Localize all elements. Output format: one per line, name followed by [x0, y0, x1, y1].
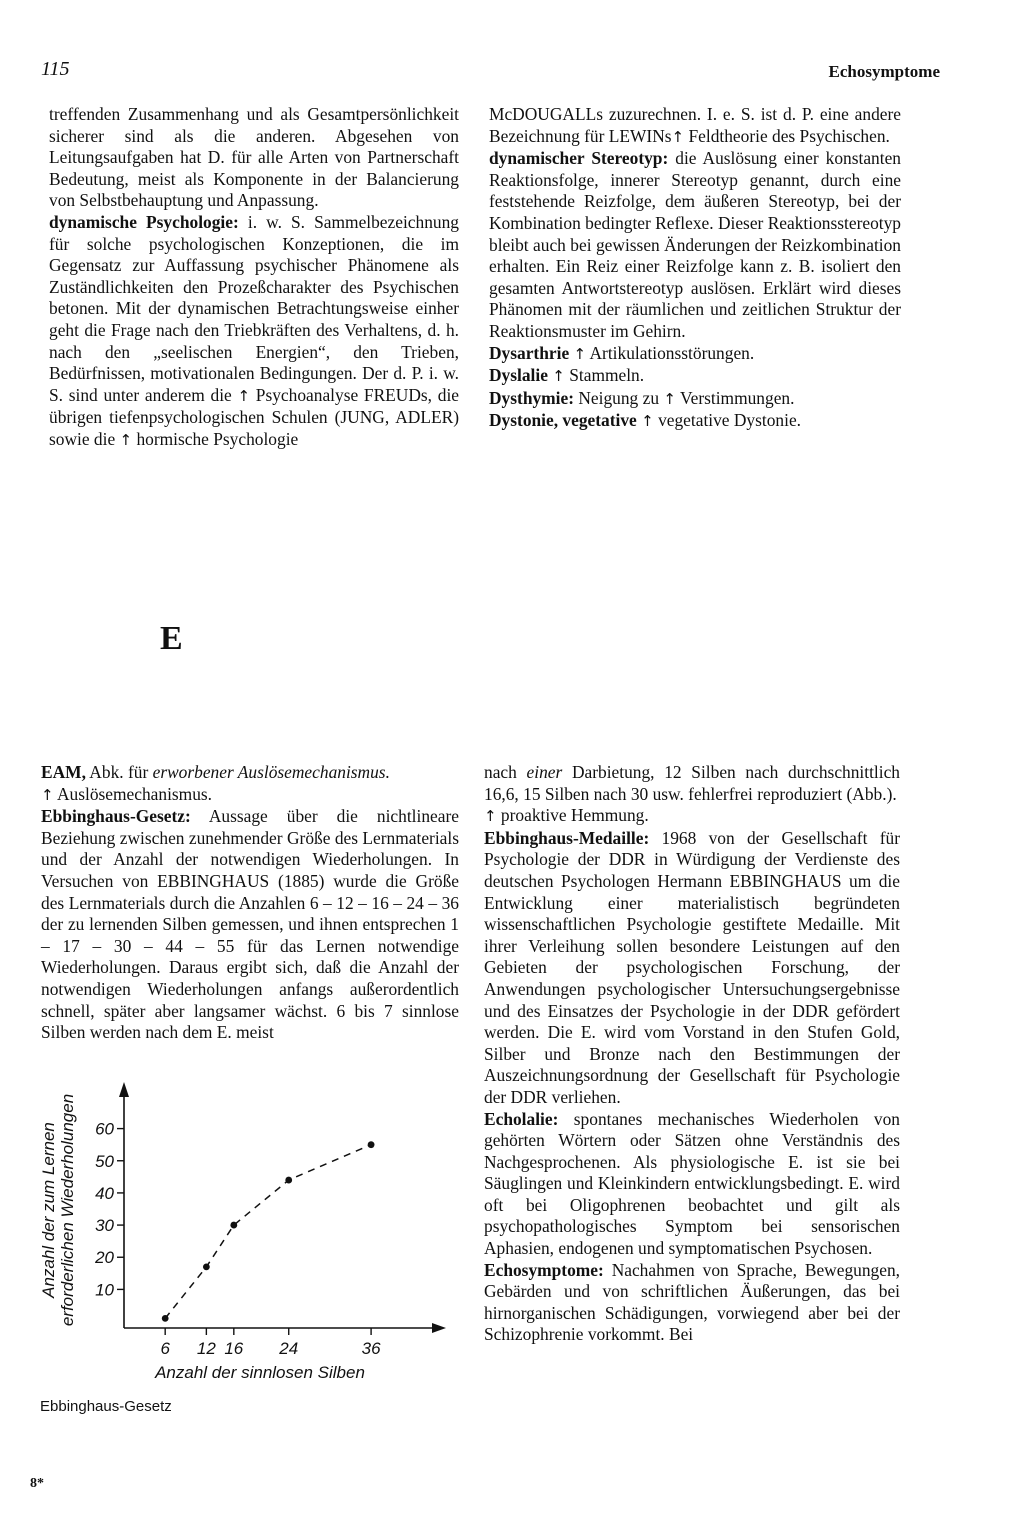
entry-dystonie: Dystonie, vegetative ↑ vegetative Dystonie. [489, 410, 802, 431]
entry-dyslalie: Dyslalie ↑ Stammeln. [489, 365, 645, 386]
entry-term: dynamischer Stereotyp: [489, 148, 669, 169]
data-point [203, 1263, 210, 1270]
entry-term: EAM, [41, 762, 86, 782]
entry-term: Ebbinghaus-Gesetz: [41, 806, 191, 827]
series-line [165, 1145, 371, 1319]
y-axis-label-line1: Anzahl der zum Lernen [39, 1122, 58, 1298]
entry-echolalie: Echolalie: spontanes mechanisches Wiederholen von gehörten Wörtern oder Sätzen ohne Verständnis des Nachgesprochenen. Als physiologische E. ist sie bei Säuglingen und Kleinkindern entwicklungsbedingt. E. wird oft bei Oligophrenen beobachtet und gilt als psychopathologisches Symptom bei sensorischen Aphasien, endogenen und symptomatischen Psychosen. [484, 1108, 900, 1259]
entry-dysarthrie: Dysarthrie ↑ Artikulationsstörungen. [489, 342, 755, 363]
y-axis-label-line2: erforderlichen Wiederholungen [58, 1093, 77, 1327]
text-column-bottom-right [484, 762, 900, 1346]
data-point [162, 1315, 169, 1322]
cross-reference-arrow-icon: ↑ [573, 344, 587, 363]
cross-reference-arrow-icon: ↑ [663, 389, 676, 408]
y-tick-label: 60 [95, 1119, 114, 1139]
text-column-top-left [49, 104, 459, 452]
y-tick-label: 50 [95, 1151, 114, 1171]
x-axis-arrowhead [432, 1323, 446, 1333]
entry-dysthymie: Dysthymie: Neigung zu ↑ Verstimmungen. [489, 387, 795, 408]
text-column-top-right [489, 104, 901, 433]
entry-dynamischer-stereotyp: dynamischer Stereotyp: die Auslösung einer konstanten Reaktionsfolge, innerer Stereotyp genannt, durch eine feststehende Reizfolge, dem äußeren Stereotyp, bei der Kombination bedingter Reflexe. Dieser Reaktionsstereotyp bleibt auch bei gewissen Änderungen der Reizkombination erhalten. Ein Reiz einer Reizfolge kann z. B. isoliert den gesamten Antwortstereotyp auslösen. Erklärt wird dieses Phänomen mit der räumlichen und zeitlichen Struktur der Reaktionsmuster im Gehirn. [489, 148, 901, 341]
cross-reference-arrow-icon: ↑ [641, 412, 654, 431]
paragraph: McDOUGALLs zuzurechnen. I. e. S. ist d. P. eine andere Bezeichnung für LEWINs↑ Feldtheorie des Psychischen. [489, 104, 901, 146]
x-axis-label: Anzahl der sinnlosen Silben [155, 1363, 365, 1382]
entry-eam: EAM, Abk. für erworbener Auslösemechanismus. ↑ Auslösemechanismus. [41, 762, 390, 804]
section-letter: E [160, 620, 183, 657]
cross-reference-arrow-icon: ↑ [237, 386, 251, 405]
data-point [230, 1222, 237, 1229]
paragraph: nach einer Darbietung, 12 Silben nach durchschnittlich 16,6, 15 Silben nach 30 usw. fehlerfrei reproduziert (Abb.). ↑ proaktive Hemmung. [484, 762, 900, 826]
paragraph: treffenden Zusammenhang und als Gesamtpersönlichkeit sicherer sind als die anderen. Abgesehen von Leitungsaufgaben hat D. für alle Arten von Partnerschaft Bedeutung, meist als Komponente in der Balancierung von Selbstbehauptung und Anpassung. [49, 104, 459, 211]
entry-term: Dysarthrie [489, 342, 570, 363]
figure-caption: Ebbinghaus-Gesetz [40, 1398, 172, 1415]
x-tick-label: 12 [196, 1339, 216, 1358]
cross-reference-arrow-icon: ↑ [671, 127, 685, 146]
entry-ebbinghaus-gesetz: Ebbinghaus-Gesetz: Aussage über die nichtlineare Beziehung zwischen zunehmender Größe des Lernmaterials und der Anzahl der notwendigen Wiederholungen. In Versuchen von EBBINGHAUS (1885) wurde die Größe des Lernmaterials durch die Anzahlen 6 – 12 – 16 – 24 – 36 der zu lernenden Silben gemessen, und ihnen entsprechen 1 – 17 – 30 – 44 – 55 für das Lernen notwendige Wiederholungen. Daraus ergibt sich, daß die Anzahl der notwendigen Wiederholungen anfangs außerordentlich schnell, später aber langsamer wächst. 6 bis 7 sinnlose Silben werden nach dem E. meist [41, 806, 459, 1043]
cross-reference-arrow-icon: ↑ [552, 367, 565, 386]
entry-term: Dyslalie [489, 365, 548, 386]
entry-term: dynamische Psychologie: [49, 211, 239, 232]
entry-term: Echosymptome: [484, 1259, 604, 1280]
running-head: Echosymptome [828, 62, 940, 81]
sheet-signature-mark: 8* [30, 1476, 44, 1491]
y-tick-label: 30 [95, 1216, 114, 1236]
x-tick-label: 6 [160, 1339, 170, 1358]
ebbinghaus-chart [28, 1070, 468, 1400]
page-number: 115 [41, 58, 70, 80]
entry-term: Echolalie: [484, 1108, 559, 1129]
y-tick-label: 10 [95, 1280, 114, 1300]
y-axis-arrowhead [119, 1082, 129, 1097]
cross-reference-arrow-icon: ↑ [119, 430, 133, 449]
entry-term: Dysthymie: [489, 387, 575, 408]
entry-term: Ebbinghaus-Medaille: [484, 827, 650, 848]
cross-reference-arrow-icon: ↑ [41, 785, 54, 804]
entry-dynamische-psychologie: dynamische Psychologie: i. w. S. Sammelbezeichnung für solche psychologischen Konzeptionen, die im Gegensatz zur Auffassung psychischer Phänomene als Zuständlichkeiten den Prozeßcharakter des Psychischen betonen. Mit der dynamischen Betrachtungsweise einher geht die Frage nach den Triebkräften des Verhaltens, d. h. nach den „seelischen Energien“, den Trieben, Bedürfnissen, motivationalen Bedingungen. Der d. P. i. w. S. sind unter anderem die ↑ Psychoanalyse FREUDs, die übrigen tiefenpsychologischen Schulen (JUNG, ADLER) sowie die ↑ hormische Psychologie [49, 211, 460, 449]
data-point [368, 1141, 375, 1148]
x-tick-label: 16 [224, 1339, 244, 1358]
x-tick-label: 36 [361, 1339, 381, 1358]
x-tick-label: 24 [279, 1339, 299, 1358]
y-tick-label: 20 [95, 1248, 114, 1268]
entry-echosymptome: Echosymptome: Nachahmen von Sprache, Bewegungen, Gebärden und von schriftlichen Äußerungen, das bei hirnorganischen Schädigungen, vorwiegend aber bei der Schizophrenie vorkommt. Bei [484, 1259, 900, 1345]
data-point [285, 1177, 292, 1184]
y-tick-label: 40 [95, 1183, 114, 1203]
entry-term: Dystonie, vegetative [489, 410, 637, 431]
entry-ebbinghaus-medaille: Ebbinghaus-Medaille: 1968 von der Gesellschaft für Psychologie der DDR in Würdigung der Verdienste des deutschen Psychologen Hermann EBBINGHAUS um die Entwicklung einer materialistisch begründeten wissenschaftlichen Psychologie gestiftete Medaille. Mit ihrer Verleihung sollen besondere Leistungen auf den Gebieten der psychologischen Forschung, der Anwendungen psychologischer Untersuchungsergebnisse und des Einsatzes der Psychologie in der DDR gefördert werden. Die E. wird vom Vorstand in den Stufen Gold, Silber und Bronze nach den Bestimmungen der Auszeichnungsordnung der Gesellschaft für Psychologie der DDR verliehen. [484, 827, 900, 1107]
text-column-bottom-left [41, 762, 459, 1044]
cross-reference-arrow-icon: ↑ [484, 807, 497, 826]
